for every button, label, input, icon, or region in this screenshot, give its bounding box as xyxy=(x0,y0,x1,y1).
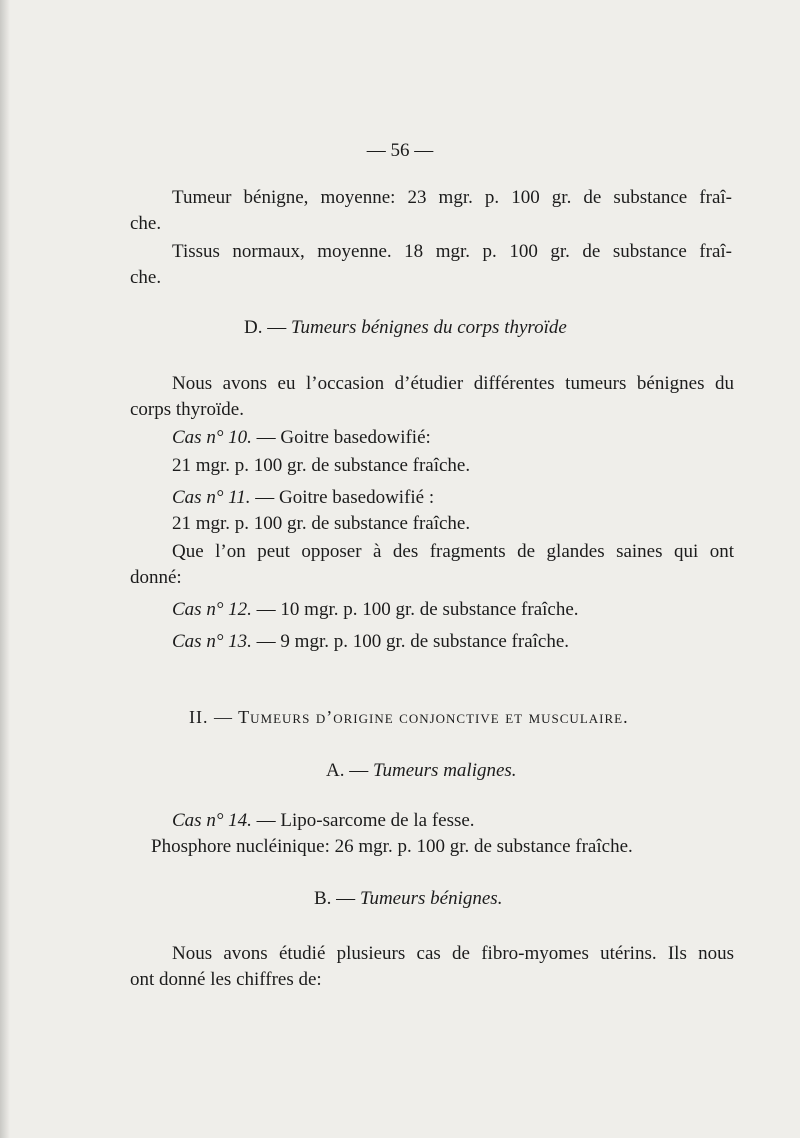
text-line: che. xyxy=(130,267,162,288)
page-number: — 56 — xyxy=(366,140,434,161)
text-line: Nous avons étudié plusieurs cas de fibro-myomes utérins. Ils nous xyxy=(172,943,734,964)
case-label: Cas n° 12. xyxy=(172,599,252,620)
case-text: — 10 mgr. p. 100 gr. de substance fraîche. xyxy=(251,599,579,620)
case-label: Cas n° 11. xyxy=(172,487,251,508)
section-heading-ii: II. — Tumeurs d’origine conjonctive et musculaire. xyxy=(189,707,629,727)
case-line xyxy=(172,487,434,509)
text-line: 21 mgr. p. 100 gr. de substance fraîche. xyxy=(172,455,471,476)
section-heading-a xyxy=(326,760,517,782)
case-line xyxy=(172,810,475,832)
case-text: — 9 mgr. p. 100 gr. de substance fraîche. xyxy=(251,631,570,652)
page-edge-shadow xyxy=(0,0,10,1138)
section-heading-b xyxy=(314,888,502,910)
text-line: donné: xyxy=(130,567,182,588)
case-label: Cas n° 13. xyxy=(172,631,252,652)
text-line: 21 mgr. p. 100 gr. de substance fraîche. xyxy=(172,513,471,534)
case-label: Cas n° 14. xyxy=(172,810,252,831)
heading-prefix: D. — xyxy=(244,317,291,338)
text-line: che. xyxy=(130,213,162,234)
case-text: — Lipo-sarcome de la fesse. xyxy=(251,810,475,831)
case-line xyxy=(172,599,579,621)
case-text: — Goitre basedowifié : xyxy=(250,487,435,508)
case-line xyxy=(172,427,431,449)
heading-prefix: B. — xyxy=(314,888,360,909)
case-text: — Goitre basedowifié: xyxy=(251,427,431,448)
text-line: Nous avons eu l’occasion d’étudier différentes tumeurs bénignes du xyxy=(172,373,734,394)
text-line: Que l’on peut opposer à des fragments de glandes saines qui ont xyxy=(172,541,734,562)
text-line: Phosphore nucléinique: 26 mgr. p. 100 gr. de substance fraîche. xyxy=(151,836,633,857)
text-line: Tissus normaux, moyenne. 18 mgr. p. 100 gr. de substance fraî- xyxy=(172,241,732,262)
text-line: ont donné les chiffres de: xyxy=(130,969,322,990)
case-label: Cas n° 10. xyxy=(172,427,252,448)
heading-prefix: A. — xyxy=(326,760,373,781)
text-line: corps thyroïde. xyxy=(130,399,244,420)
heading-title: Tumeurs bénignes. xyxy=(359,888,503,909)
case-line xyxy=(172,631,569,653)
heading-title: Tumeurs malignes. xyxy=(372,760,517,781)
heading-title: Tumeurs bénignes du corps thyroïde xyxy=(290,317,567,338)
section-heading-d xyxy=(244,317,567,339)
text-line: Tumeur bénigne, moyenne: 23 mgr. p. 100 gr. de substance fraî- xyxy=(172,187,732,208)
